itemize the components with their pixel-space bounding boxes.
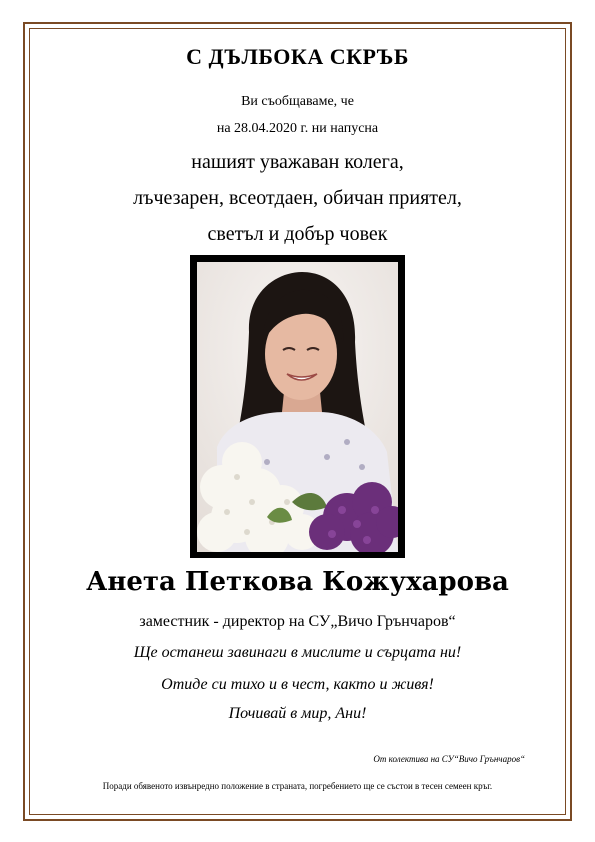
portrait-photo-frame: [190, 255, 405, 558]
tribute-line-2: лъчезарен, всеотдаен, обичан приятел,: [133, 187, 462, 209]
funeral-notice: Поради обявеното извънредно положение в страната, погребението ще се състои в тесен семеен кръг.: [102, 781, 493, 791]
tribute-line-1: нашият уважаван колега,: [191, 151, 404, 173]
portrait-photo: [197, 262, 398, 552]
person-name: Анета Петкова Кожухарова: [86, 567, 509, 597]
farewell-line-2: Отиде си тихо и в чест, както и живя!: [161, 676, 434, 693]
announce-line-1: Ви съобщаваме, че: [241, 94, 354, 109]
from-colleagues: От колектива на СУ“Вичо Грънчаров“: [373, 754, 525, 764]
farewell-line-3: Почивай в мир, Ани!: [228, 705, 367, 722]
announce-line-2: на 28.04.2020 г. ни напусна: [216, 121, 379, 136]
heading: С ДЪЛБОКА СКРЪБ: [186, 44, 409, 69]
farewell-line-1: Ще останеш завинаги в мислите и сърцата ни!: [133, 644, 462, 661]
person-role: заместник - директор на СУ„Вичо Грънчаров“: [139, 613, 456, 630]
tribute-line-3: светъл и добър човек: [207, 223, 388, 245]
